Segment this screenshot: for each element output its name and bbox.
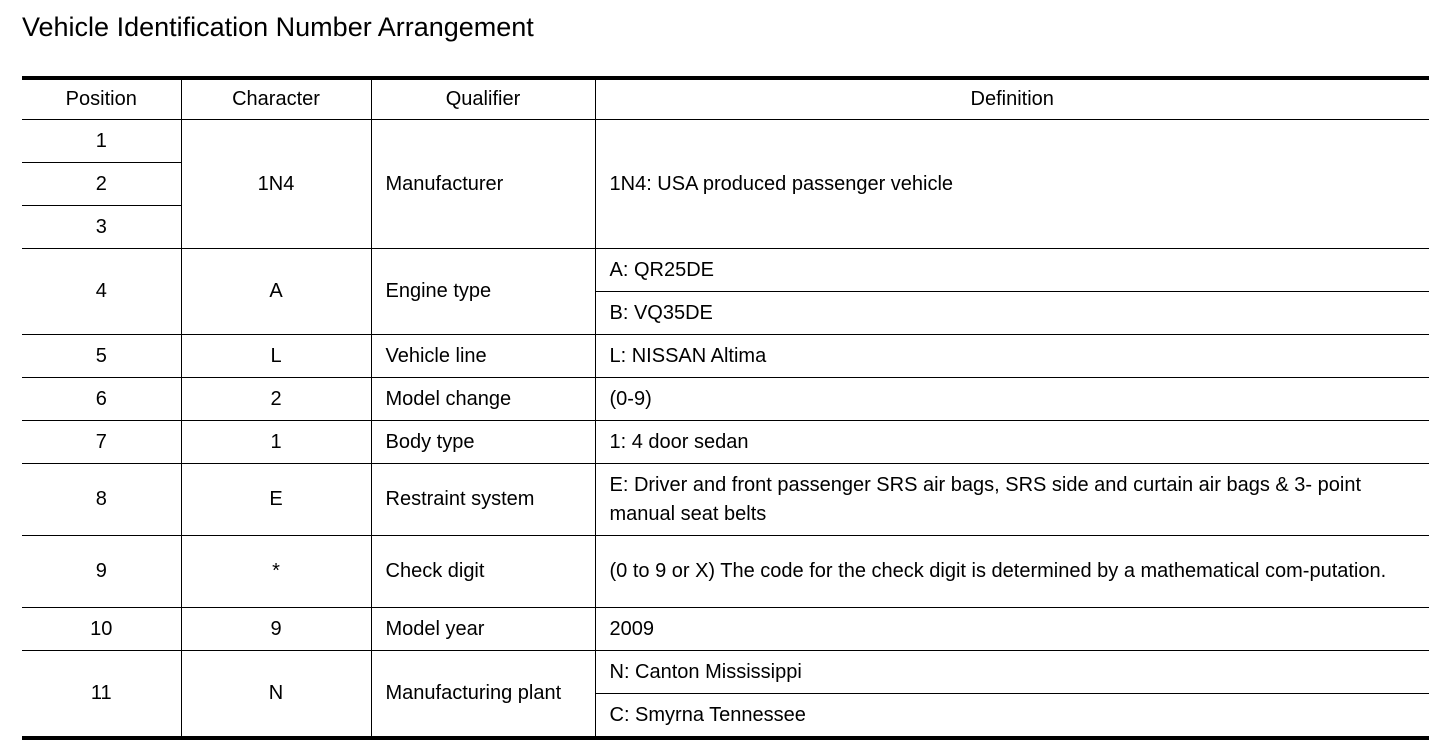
qualifier-cell: Model change xyxy=(371,378,595,421)
header-definition: Definition xyxy=(595,78,1429,120)
qualifier-cell: Check digit xyxy=(371,536,595,608)
definition-cell: 2009 xyxy=(595,608,1429,651)
position-cell: 10 xyxy=(22,608,181,651)
position-cell: 11 xyxy=(22,651,181,739)
qualifier-cell: Manufacturing plant xyxy=(371,651,595,739)
character-cell: 1N4 xyxy=(181,120,371,249)
character-cell: A xyxy=(181,249,371,335)
position-cell: 5 xyxy=(22,335,181,378)
table-row xyxy=(22,120,1429,163)
table-row xyxy=(22,421,1429,464)
header-qualifier: Qualifier xyxy=(371,78,595,120)
position-cell: 2 xyxy=(22,163,181,206)
definition-cell: E: Driver and front passenger SRS air bags, SRS side and curtain air bags & 3- point manual seat belts xyxy=(595,464,1429,536)
position-cell: 4 xyxy=(22,249,181,335)
page-title: Vehicle Identification Number Arrangement xyxy=(22,12,534,42)
qualifier-cell: Engine type xyxy=(371,249,595,335)
character-cell: N xyxy=(181,651,371,739)
header-character: Character xyxy=(181,78,371,120)
position-cell: 1 xyxy=(22,120,181,163)
character-cell: 2 xyxy=(181,378,371,421)
character-cell: E xyxy=(181,464,371,536)
definition-cell: C: Smyrna Tennessee xyxy=(595,694,1429,739)
position-cell: 7 xyxy=(22,421,181,464)
table-row xyxy=(22,335,1429,378)
table-row xyxy=(22,608,1429,651)
table-row xyxy=(22,464,1429,536)
table-row xyxy=(22,536,1429,608)
qualifier-cell: Manufacturer xyxy=(371,120,595,249)
qualifier-cell: Restraint system xyxy=(371,464,595,536)
definition-cell: A: QR25DE xyxy=(595,249,1429,292)
qualifier-cell: Vehicle line xyxy=(371,335,595,378)
definition-cell: 1: 4 door sedan xyxy=(595,421,1429,464)
table-header-row xyxy=(22,78,1429,120)
character-cell: * xyxy=(181,536,371,608)
table-row xyxy=(22,378,1429,421)
header-position: Position xyxy=(22,78,181,120)
position-cell: 3 xyxy=(22,206,181,249)
table-row xyxy=(22,249,1429,292)
vin-arrangement-table xyxy=(22,76,1429,740)
position-cell: 9 xyxy=(22,536,181,608)
qualifier-cell: Body type xyxy=(371,421,595,464)
position-cell: 6 xyxy=(22,378,181,421)
qualifier-cell: Model year xyxy=(371,608,595,651)
definition-cell: N: Canton Mississippi xyxy=(595,651,1429,694)
definition-cell: B: VQ35DE xyxy=(595,292,1429,335)
position-cell: 8 xyxy=(22,464,181,536)
character-cell: L xyxy=(181,335,371,378)
character-cell: 9 xyxy=(181,608,371,651)
character-cell: 1 xyxy=(181,421,371,464)
definition-cell: 1N4: USA produced passenger vehicle xyxy=(595,120,1429,249)
definition-cell: (0 to 9 or X) The code for the check digit is determined by a mathematical com-putation. xyxy=(595,536,1429,608)
definition-cell: (0-9) xyxy=(595,378,1429,421)
table-row xyxy=(22,651,1429,694)
definition-cell: L: NISSAN Altima xyxy=(595,335,1429,378)
